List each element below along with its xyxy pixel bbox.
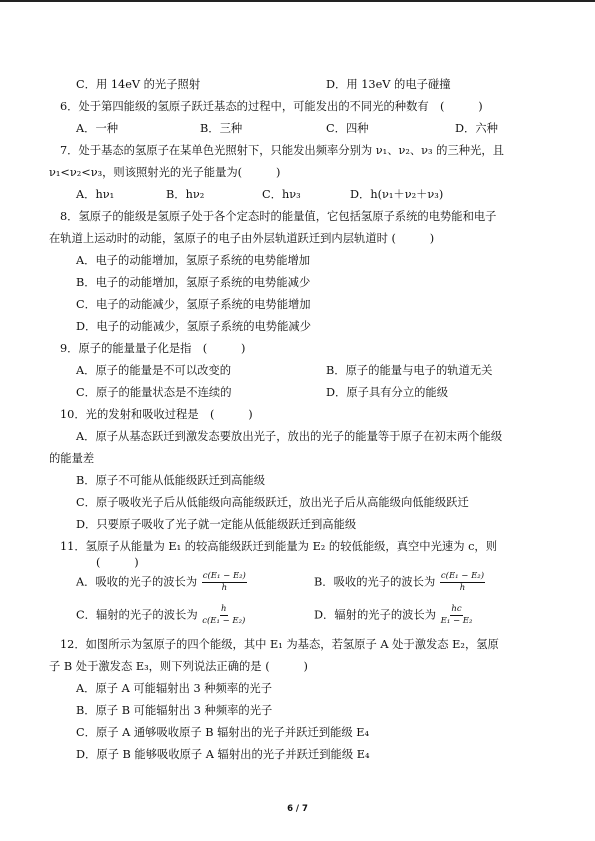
q7-option-d: D．h(ν₁＋ν₂＋ν₃) xyxy=(350,188,444,201)
q12-option-d: D．原子 B 能够吸收原子 A 辐射出的光子并跃迁到能级 E₄ xyxy=(76,748,370,761)
q9-option-c: C．原子的能量状态是不连续的 xyxy=(76,386,232,399)
prev-option-c: C．用 14eV 的光子照射 xyxy=(76,78,201,91)
q11-option-c-numerator: h xyxy=(221,604,227,614)
q9-option-a: A．原子的能量是不可以改变的 xyxy=(76,364,232,377)
q6-option-d: D．六种 xyxy=(455,122,498,135)
question-12-stem-line1: 12．如图所示为氢原子的四个能级，其中 E₁ 为基态，若氢原子 A 处于激发态 E₂，氢原 xyxy=(60,638,499,651)
q8-option-a: A．电子的动能增加，氢原子系统的电势能增加 xyxy=(76,254,311,267)
question-12-stem-line2: 子 B 处于激发态 E₃，则下列说法正确的是 ( ) xyxy=(49,660,308,673)
q11-option-a xyxy=(76,572,247,593)
q11-option-c-denominator: c(E₁ − E₂) xyxy=(202,616,246,626)
question-6-stem: 6．处于第四能级的氢原子跃迁基态的过程中，可能发出的不同光的种数有 ( ) xyxy=(60,100,483,113)
q10-option-a-line1: A．原子从基态跃迁到激发态要放出光子，放出的光子的能量等于原子在初末两个能级 xyxy=(76,430,503,443)
q11-option-d xyxy=(314,605,472,626)
q11-option-c-label: C．辐射的光子的波长为 xyxy=(76,608,198,622)
question-11-stem-line1: 11．氢原子从能量为 E₁ 的较高能级跃迁到能量为 E₂ 的较低能级，真空中光速为 c，则 xyxy=(60,540,498,553)
q9-option-d: D．原子具有分立的能级 xyxy=(326,386,449,399)
prev-option-d: D．用 13eV 的电子碰撞 xyxy=(326,78,451,91)
q11-option-b-fraction xyxy=(440,572,485,593)
q11-option-a-denominator: h xyxy=(221,583,228,593)
q10-option-d: D．只要原子吸收了光子就一定能从低能级跃迁到高能级 xyxy=(76,518,357,531)
q11-option-d-denominator: E₁ − E₂ xyxy=(440,616,473,626)
q11-option-c-fraction xyxy=(202,605,245,626)
q8-option-c: C．电子的动能减少，氢原子系统的电势能增加 xyxy=(76,298,311,311)
q8-option-b: B．电子的动能增加，氢原子系统的电势能减少 xyxy=(76,276,311,289)
q12-option-a: A．原子 A 可能辐射出 3 种频率的光子 xyxy=(76,682,273,695)
q11-option-a-numerator: c(E₁ − E₂) xyxy=(202,571,246,581)
q7-option-c: C．hν₃ xyxy=(262,188,301,201)
q7-option-a: A．hν₁ xyxy=(76,188,115,201)
q9-option-b: B．原子的能量与电子的轨道无关 xyxy=(326,364,493,377)
q11-option-d-label: D．辐射的光子的波长为 xyxy=(314,608,437,622)
q12-option-b: B．原子 B 可能辐射出 3 种频率的光子 xyxy=(76,704,273,717)
q11-option-b-numerator: c(E₁ − E₂) xyxy=(440,571,485,581)
q10-option-c: C．原子吸收光子后从低能级向高能级跃迁，放出光子后从高能级向低能级跃迁 xyxy=(76,496,469,509)
q11-option-c xyxy=(76,605,245,626)
q12-option-c: C．原子 A 通够吸收原子 B 辐射出的光子并跃迁到能级 E₄ xyxy=(76,726,370,739)
question-11-stem-line2: ( ) xyxy=(96,556,139,569)
q11-option-a-fraction xyxy=(202,572,247,593)
q6-option-a: A．一种 xyxy=(76,122,119,135)
q6-option-c: C．四种 xyxy=(326,122,369,135)
q11-option-a-label: A．吸收的光子的波长为 xyxy=(76,575,198,589)
q11-option-d-numerator: hc xyxy=(451,604,462,614)
q10-option-b: B．原子不可能从低能级跃迁到高能级 xyxy=(76,474,266,487)
question-8-stem-line2: 在轨道上运动时的动能，氢原子的电子由外层轨道跃迁到内层轨道时 ( ) xyxy=(49,232,435,245)
q10-option-a-line2: 的能量差 xyxy=(49,452,95,465)
question-8-stem-line1: 8．氢原子的能级是氢原子处于各个定态时的能量值，它包括氢原子系统的电势能和电子 xyxy=(60,210,497,223)
q11-option-b xyxy=(314,572,485,593)
page-number: 6 / 7 xyxy=(287,804,308,814)
q7-option-b: B．hν₂ xyxy=(166,188,205,201)
question-9-stem: 9．原子的能量量子化是指 ( ) xyxy=(60,342,246,355)
q6-option-b: B．三种 xyxy=(200,122,243,135)
question-7-stem-line1: 7．处于基态的氢原子在某单色光照射下，只能发出频率分别为 ν₁、ν₂、ν₃ 的三种光，且 xyxy=(60,144,504,157)
q11-option-b-denominator: h xyxy=(459,583,466,593)
question-10-stem: 10．光的发射和吸收过程是 ( ) xyxy=(60,408,253,421)
q11-option-d-fraction xyxy=(441,605,473,626)
question-7-stem-line2: ν₁<ν₂<ν₃，则该照射光的光子能量为( ) xyxy=(49,166,281,179)
q8-option-d: D．电子的动能减少，氢原子系统的电势能减少 xyxy=(76,320,311,333)
q11-option-b-label: B．吸收的光子的波长为 xyxy=(314,575,436,589)
